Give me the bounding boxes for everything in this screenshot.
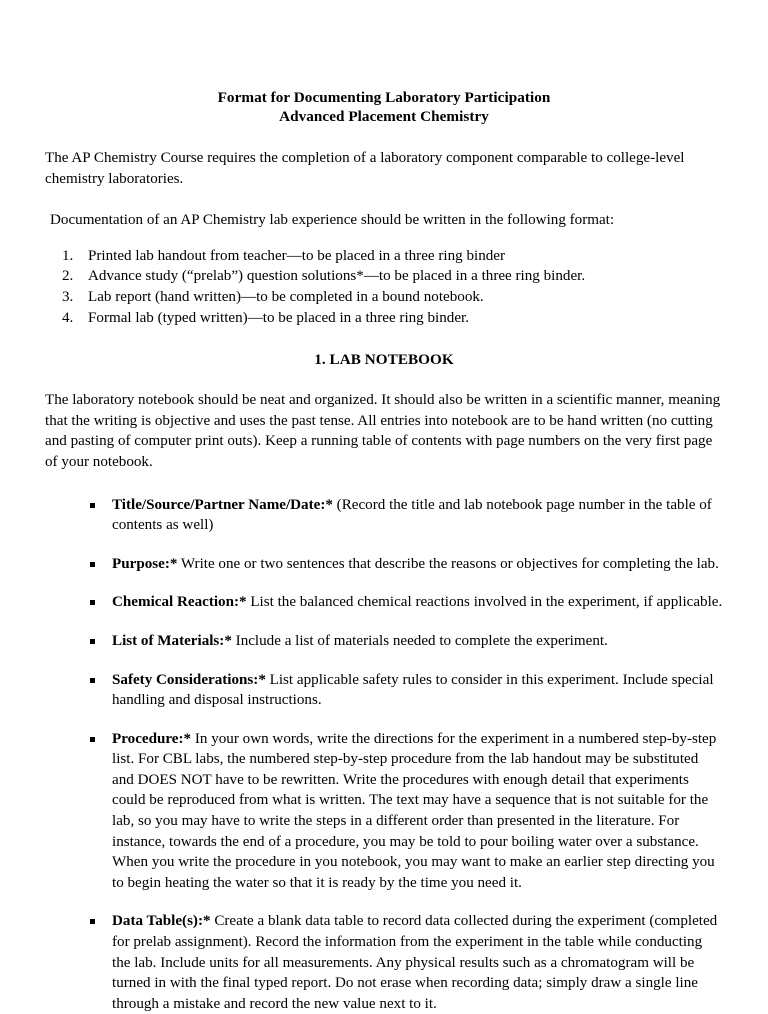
list-item-number: 3.	[62, 288, 74, 305]
square-bullet-icon	[90, 737, 95, 742]
list-item-text: Advance study (“prelab”) question solutions*—to be placed in a three ring binder.	[88, 268, 586, 285]
list-item-number: 2.	[62, 268, 74, 285]
list-item-description: Include a list of materials needed to complete the experiment.	[231, 632, 608, 649]
list-item-description: Write one or two sentences that describe the reasons or objectives for completing the lab.	[177, 555, 719, 572]
lab-notebook-components-list	[45, 495, 723, 1014]
list-item	[45, 308, 723, 329]
square-bullet-icon	[90, 562, 95, 567]
square-bullet-icon	[90, 503, 95, 508]
list-item-description: (Record the title and lab notebook page number in the table of contents as well)	[112, 496, 712, 534]
intro-paragraph: The AP Chemistry Course requires the completion of a laboratory component comparable to college-level chemistry laboratories.	[45, 150, 685, 187]
list-item-number: 4.	[62, 309, 74, 326]
list-item	[45, 266, 723, 287]
list-item-term: Data Table(s):*	[112, 913, 211, 930]
square-bullet-icon	[90, 678, 95, 683]
documentation-format-list	[45, 246, 723, 328]
list-item	[45, 592, 723, 613]
list-item	[45, 729, 723, 894]
list-item	[45, 287, 723, 308]
list-item-term: Title/Source/Partner Name/Date:*	[112, 496, 333, 513]
list-item	[45, 495, 723, 536]
list-item-description: List applicable safety rules to consider in this experiment. Include special handling and disposal instructions.	[112, 671, 714, 709]
list-item-description: Create a blank data table to record data collected during the experiment (completed for prelab assignment). Record the information from the experiment in the table while conducting the lab. Include units for all measurements. Any physical results such as a chromatogram will be turned in with the final typed report. Do not erase when recording data; simply draw a single line through a mistake and record the new value next to it.	[112, 913, 718, 1012]
section-heading-lab-notebook: 1. LAB NOTEBOOK	[314, 351, 454, 369]
page-title-line-1: Format for Documenting Laboratory Participation	[217, 89, 551, 106]
list-item	[45, 554, 723, 575]
list-item-term: Chemical Reaction:*	[112, 594, 247, 611]
list-item-text: Printed lab handout from teacher—to be placed in a three ring binder	[88, 247, 506, 264]
list-item-term: Purpose:*	[112, 555, 178, 572]
list-item-text: Formal lab (typed written)—to be placed in a three ring binder.	[88, 309, 469, 326]
list-item	[45, 246, 723, 267]
format-lead-in-paragraph: Documentation of an AP Chemistry lab experience should be written in the following format:	[50, 212, 615, 229]
list-item	[45, 911, 723, 1014]
list-item-term: List of Materials:*	[112, 632, 232, 649]
page-title-line-2: Advanced Placement Chemistry	[279, 108, 489, 125]
lab-notebook-paragraph: The laboratory notebook should be neat and organized. It should also be written in a scientific manner, meaning that the writing is objective and uses the past tense. All entries into notebook are to be hand written (no cutting and pasting of computer print outs). Keep a running table of contents with page numbers on the very first page of your notebook.	[45, 392, 721, 470]
list-item-number: 1.	[62, 247, 74, 264]
list-item-text: Lab report (hand written)—to be completed in a bound notebook.	[88, 288, 484, 305]
page-title	[45, 88, 723, 126]
square-bullet-icon	[90, 639, 95, 644]
list-item-term: Safety Considerations:*	[112, 671, 266, 688]
list-item-term: Procedure:*	[112, 730, 192, 747]
list-item	[45, 670, 723, 711]
square-bullet-icon	[90, 600, 95, 605]
square-bullet-icon	[90, 919, 95, 924]
list-item-description: In your own words, write the directions for the experiment in a numbered step-by-step list. For CBL labs, the numbered step-by-step procedure from the lab handout may be substituted and DOES NOT have to be rewritten. Write the procedures with enough detail that experiments could be reproduced from what is written. The text may have a sequence that is not suitable for the lab, so you may have to write the steps in a different order than presented in the literature. For instance, towards the end of a procedure, you may be told to pour boiling water over a substance. When you write the procedure in you notebook, you may want to make an earlier step directing you to begin heating the water so that it is ready by the time you need it.	[112, 730, 717, 891]
list-item-description: List the balanced chemical reactions involved in the experiment, if applicable.	[246, 594, 723, 611]
list-item	[45, 631, 723, 652]
